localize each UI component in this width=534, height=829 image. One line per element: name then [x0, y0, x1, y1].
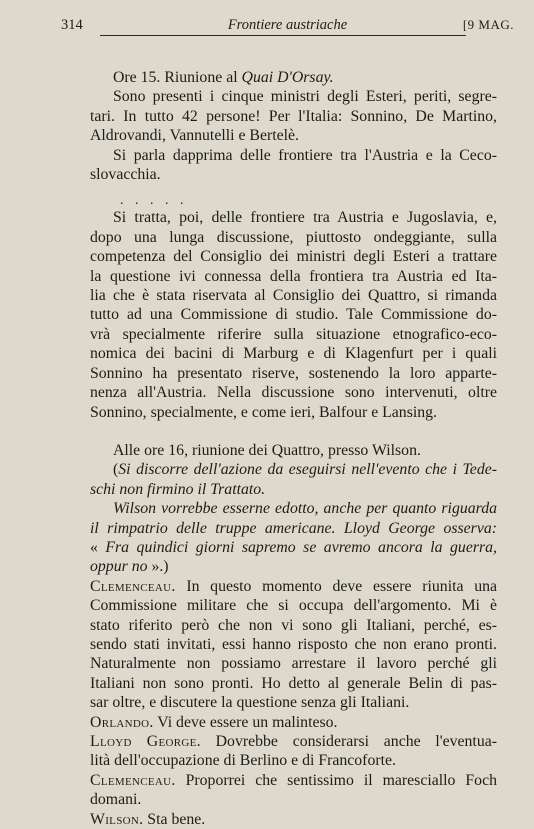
paragraph-czechoslovakia	[90, 146, 497, 185]
ellipsis-dots: . . . . .	[120, 193, 188, 209]
text-span: Vi deve essere un malinteso.	[153, 713, 338, 731]
text-span: Alle ore 16, riunione dei Quattro, presso Wilson.	[113, 441, 421, 459]
paragraph-yugoslavia	[90, 208, 497, 421]
text-line: Si tratta, poi, delle frontiere tra Austria e Jugoslavia, e,	[113, 209, 497, 227]
text-span: Proporrei che sentissimo il maresciallo Foch	[175, 771, 497, 789]
speaker-name: Clemenceau.	[90, 771, 176, 789]
text-span: Ore 15. Riunione al	[113, 69, 242, 86]
text-line: lia che è stata riservata al Consiglio dei Quattro, si rimanda	[90, 287, 497, 305]
text-line	[90, 538, 497, 557]
text-line: sendo stati invitati, essi hanno risposto che non erano pronti.	[90, 635, 497, 653]
paragraph-lloyd-george	[90, 732, 497, 771]
text-line	[90, 557, 497, 576]
text-line: slovacchia.	[90, 166, 161, 184]
close-quote: ».)	[147, 558, 169, 576]
text-line	[90, 460, 497, 479]
text-line: nomica dei bacini di Marburg e di Klagenfurt per i quali	[90, 345, 497, 363]
paragraph-clemenceau-1	[90, 577, 497, 713]
header-rule	[100, 35, 466, 36]
speaker-name: Lloyd George.	[90, 733, 201, 750]
text-line: Naturalmente non possiamo arrestare il lavoro perché gli	[90, 655, 497, 673]
italic-span: Fra quindici giorni sapremo se avremo ancora la guerra,	[105, 538, 497, 556]
text-line: Commissione militare che si occupa dell'argomento. Mi è	[90, 597, 497, 615]
speaker-name: Wilson.	[90, 810, 144, 828]
text-line: la questione ivi connessa della frontiera tra Austria ed Ita-	[90, 267, 497, 285]
speaker-name: Orlando.	[90, 713, 154, 731]
text-line: dopo una lunga discussione, piuttosto ondeggiante, sulla	[90, 228, 497, 246]
text-line: il rimpatrio delle truppe americane. Lloyd George osserva:	[90, 519, 497, 537]
text-line	[90, 771, 497, 790]
text-line: Sonnino, specialmente, e come ieri, Balfour e Lansing.	[90, 403, 437, 421]
text-line: tari. In tutto 42 persone! Per l'Italia: Sonnino, De Martino,	[90, 107, 497, 125]
text-line: nenza all'Austria. Nella discussione sono intervenuti, oltre	[90, 384, 497, 402]
italic-span: Quai D'Orsay.	[241, 69, 334, 86]
paragraph-meeting-wilson	[90, 441, 497, 460]
text-line	[90, 732, 497, 751]
italic-span: oppur no	[90, 558, 148, 576]
paragraph-gap	[90, 422, 497, 441]
open-quote: «	[90, 538, 106, 556]
text-line	[90, 577, 497, 596]
running-head	[61, 17, 514, 37]
text-line: Aldrovandi, Vannutelli e Bertelè.	[90, 127, 299, 145]
text-line: competenza del Consiglio dei ministri degli Esteri a trattare	[90, 248, 497, 266]
paragraph-quai-dorsay	[90, 68, 497, 87]
paragraph-wilson-note	[90, 499, 497, 577]
open-paren: (	[113, 461, 119, 479]
text-line: sar oltre, e discutere la questione senza gli Italiani.	[90, 694, 410, 712]
running-title: Frontiere austriache	[227, 17, 348, 33]
paragraph-discussion-note	[90, 460, 497, 499]
speaker-name: Clemenceau.	[90, 577, 176, 595]
text-line: Wilson vorrebbe esserne edotto, anche per quanto riguarda	[113, 500, 497, 518]
text-line: lità dell'occupazione di Berlino e di Francoforte.	[90, 752, 396, 770]
text-line: Sonnino ha presentato riserve, sostenendo la loro apparte-	[90, 364, 497, 382]
text-line: vrà specialmente riferire sulla situazione etnografico-eco-	[90, 325, 497, 343]
text-line: stato riferito però che non vi sono gli Italiani, perché, es-	[90, 616, 497, 634]
paragraph-orlando	[90, 713, 497, 732]
page-number: 314	[61, 17, 83, 33]
body-text	[90, 68, 497, 829]
text-line: Italiani non sono pronti. Ho detto al generale Belin di pas-	[90, 674, 497, 692]
text-span: Sta bene.	[143, 810, 206, 828]
text-span: In questo momento deve essere riunita una	[175, 577, 497, 595]
italic-span: Si discorre dell'azione da eseguirsi nell'evento che i Tede-	[118, 461, 497, 479]
text-line: domani.	[90, 791, 142, 809]
date-reference: [9 MAG.	[462, 17, 514, 32]
paragraph-attendees	[90, 87, 497, 145]
paragraph-clemenceau-2	[90, 771, 497, 810]
text-line: tutto ad una Commissione di studio. Tale Commissione do-	[90, 306, 497, 324]
text-line: schi non firmino il Trattato.	[90, 480, 266, 498]
paragraph-wilson	[90, 810, 497, 829]
text-span: Dovrebbe considerarsi anche l'eventua-	[200, 733, 497, 750]
text-line: Sono presenti i cinque ministri degli Esteri, periti, segre-	[113, 88, 497, 106]
text-line: Si parla dapprima delle frontiere tra l'Austria e la Ceco-	[113, 146, 497, 164]
